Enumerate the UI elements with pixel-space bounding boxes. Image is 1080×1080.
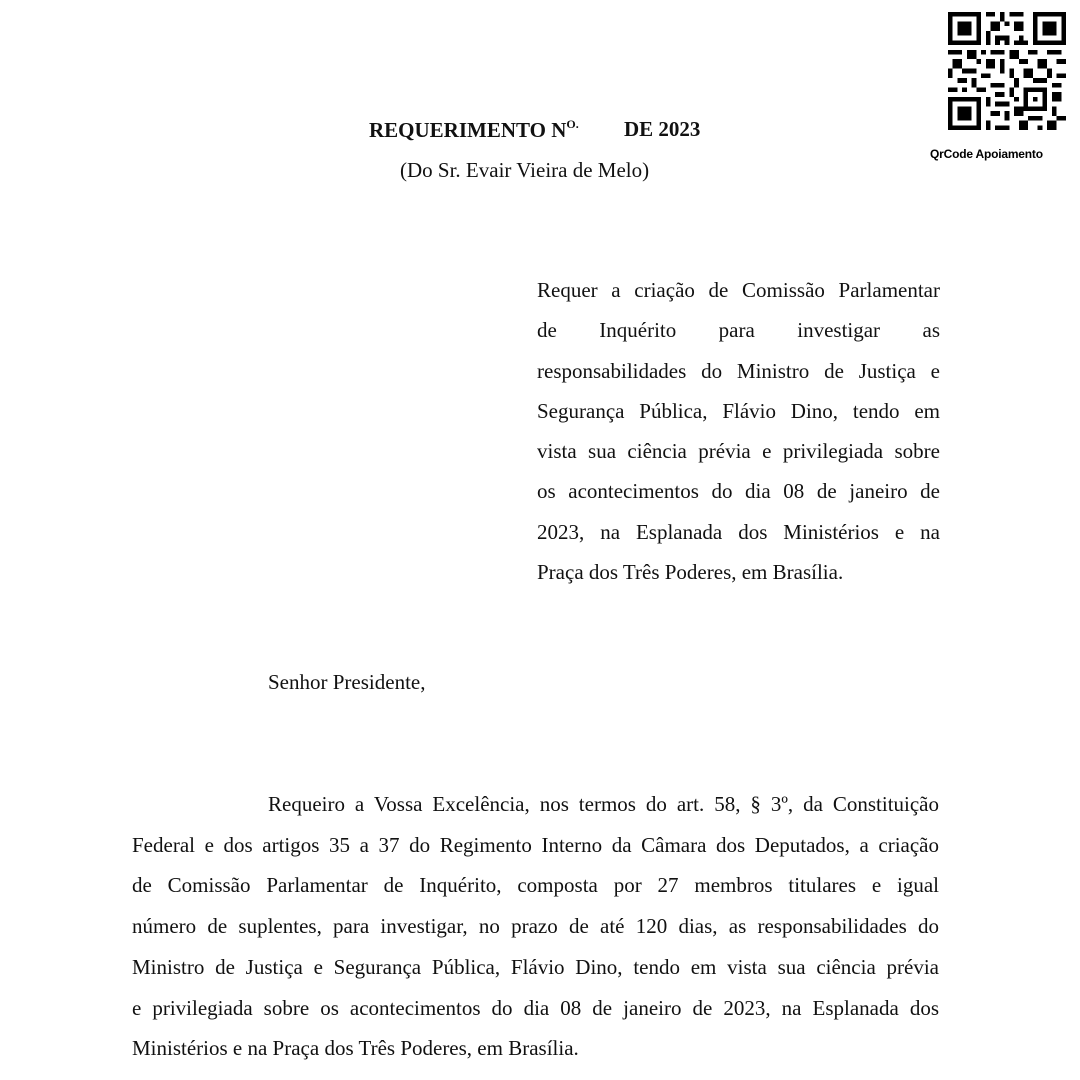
greeting: Senhor Presidente,	[268, 670, 426, 694]
ementa-line: de Inquérito para investigar as	[537, 318, 940, 343]
qr-code-icon	[948, 12, 1066, 130]
body-line: Ministérios e na Praça dos Três Poderes, em Brasília.	[132, 1036, 579, 1061]
document-author: (Do Sr. Evair Vieira de Melo)	[400, 158, 650, 182]
ementa-line: Praça dos Três Poderes, em Brasília.	[537, 560, 844, 585]
body-line: e privilegiada sobre os acontecimentos do dia 08 de janeiro de 2023, na Esplanada dos	[132, 995, 939, 1020]
body-paragraph	[132, 784, 939, 1069]
title-superscript: O.	[566, 117, 579, 131]
ementa-line: 2023, na Esplanada dos Ministérios e na	[537, 519, 940, 544]
ementa-line: vista sua ciência prévia e privilegiada sobre	[537, 439, 940, 464]
body-line: Ministro de Justiça e Segurança Pública, Flávio Dino, tendo em vista sua ciência prévia	[132, 954, 939, 979]
body-line: Requeiro a Vossa Excelência, nos termos do art. 58, § 3º, da Constituição	[268, 792, 939, 816]
body-line: de Comissão Parlamentar de Inquérito, composta por 27 membros titulares e igual	[132, 873, 939, 898]
ementa-line: Segurança Pública, Flávio Dino, tendo em	[537, 398, 940, 423]
ementa-line: responsabilidades do Ministro de Justiça e	[537, 358, 940, 383]
qr-code-block	[930, 12, 1080, 161]
title-requerimento	[369, 117, 579, 143]
ementa-line: Requer a criação de Comissão Parlamentar	[537, 278, 940, 302]
qr-code-caption: QrCode Apoiamento	[930, 147, 1043, 161]
ementa-paragraph	[537, 270, 940, 592]
title-text: REQUERIMENTO N	[369, 118, 567, 142]
body-line: Federal e dos artigos 35 a 37 do Regimento Interno da Câmara dos Deputados, a criação	[132, 832, 939, 857]
body-line: número de suplentes, para investigar, no prazo de até 120 dias, as responsabilidades do	[132, 914, 939, 939]
ementa-line: os acontecimentos do dia 08 de janeiro de	[537, 479, 940, 504]
title-year: DE 2023	[624, 117, 701, 141]
